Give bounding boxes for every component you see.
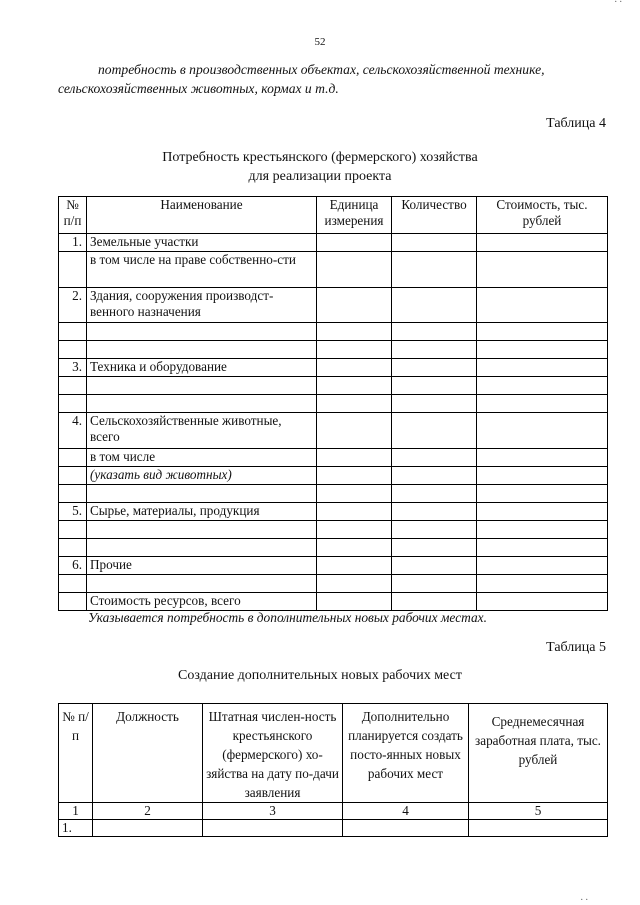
table4-header-num: № п/п [59,197,87,234]
table5-label: Таблица 5 [546,640,606,655]
table5-header-additional: Дополнительно планируется создать посто-янных новых рабочих мест [343,704,469,803]
table5-header-salary: Среднемесячная заработная плата, тыс. рублей [469,704,608,803]
row-name [87,539,317,557]
table4-label: Таблица 4 [546,116,606,131]
table5-header-row [59,704,608,803]
table4-header-unit: Единица измерения [317,197,392,234]
index-cell: 3 [203,803,343,820]
table-row [59,820,608,837]
row-name: Прочие [87,557,317,575]
index-cell: 1 [59,803,93,820]
row-num [59,539,87,557]
row-num: 6. [59,557,87,575]
table5-index-row [59,803,608,820]
table4-header-name: Наименование [87,197,317,234]
table5-header-position: Должность [93,704,203,803]
row-name [87,341,317,359]
row-name: Земельные участки [87,234,317,252]
row-name [87,377,317,395]
row-num [59,323,87,341]
table-row [59,575,608,593]
table5-header-num: № п/п [59,704,93,803]
table-row [59,467,608,485]
table-row [59,449,608,467]
row-name: Сырье, материалы, продукция [87,503,317,521]
row-num [59,377,87,395]
row-num: 3. [59,359,87,377]
row-name: Стоимость ресурсов, всего [87,593,317,611]
row-num [59,521,87,539]
index-cell: 5 [469,803,608,820]
table-row [59,288,608,323]
table-row [59,252,608,288]
row-num: 1. [59,820,93,837]
table-row [59,359,608,377]
row-num [59,485,87,503]
table5-header-staff: Штатная числен-ность крестьянского (фермерского) хо-зяйства на дату по-дачи заявления [203,704,343,803]
table4-header-row [59,197,608,234]
table-row [59,323,608,341]
table-row [59,234,608,252]
row-num: 1. [59,234,87,252]
row-name: Здания, сооружения производст-венного назначения [87,288,317,323]
index-cell: 4 [343,803,469,820]
table-row [59,377,608,395]
row-name: в том числе [87,449,317,467]
table-row [59,341,608,359]
row-num [59,395,87,413]
row-name [87,323,317,341]
row-name: Техника и оборудование [87,359,317,377]
table4 [58,196,608,611]
table5-title: Создание дополнительных новых рабочих мест [178,668,462,683]
row-name: Сельскохозяйственные животные, всего [87,413,317,449]
table5 [58,703,608,837]
row-num [59,341,87,359]
row-num: 5. [59,503,87,521]
table-row [59,593,608,611]
table4-title [0,148,640,186]
table-row [59,521,608,539]
row-num [59,252,87,288]
row-num: 4. [59,413,87,449]
row-name [87,395,317,413]
index-cell: 2 [93,803,203,820]
row-num [59,575,87,593]
row-name: (указать вид животных) [87,467,317,485]
page-number: 52 [314,36,326,48]
table-row [59,557,608,575]
corner-mark-top [615,0,623,5]
row-name [87,485,317,503]
table4-header-cost: Стоимость, тыс. рублей [477,197,608,234]
row-num [59,449,87,467]
table-row [59,413,608,449]
corner-mark-bottom: . . [580,892,588,903]
table4-header-qty: Количество [392,197,477,234]
table4-title-line2: для реализации проекта [248,169,392,184]
row-name [87,575,317,593]
table-row [59,395,608,413]
row-num [59,593,87,611]
table-row [59,503,608,521]
intro-paragraph: потребность в производственных объектах, сельскохозяйственной технике, сельскохозяйственных животных, кормах и т.д. [58,62,545,96]
row-num: 2. [59,288,87,323]
table4-footnote: Указывается потребность в дополнительных новых рабочих местах. [88,610,487,625]
row-name [87,521,317,539]
table-row [59,539,608,557]
row-num [59,467,87,485]
table-row [59,485,608,503]
row-name: в том числе на праве собственно-сти [87,252,317,288]
table4-title-line1: Потребность крестьянского (фермерского) хозяйства [162,150,478,165]
